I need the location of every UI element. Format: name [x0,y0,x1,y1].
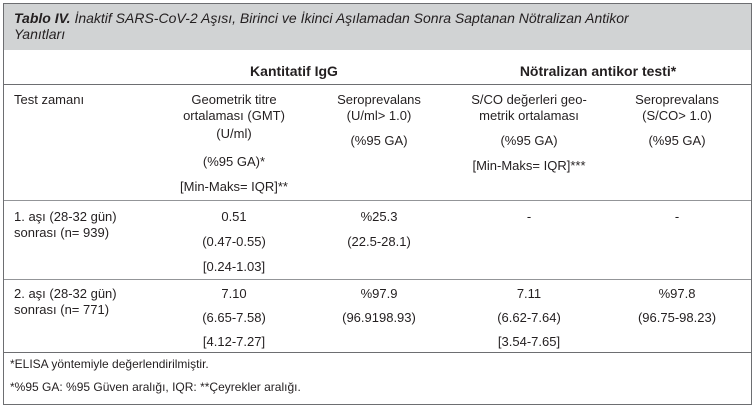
col-header-gmt-2: ortalaması (GMT) [183,108,285,123]
row2-sco-value: 7.11 [516,286,542,301]
row2-sco-range: [3.54-7.65] [497,334,561,349]
col-header-gmt-1: Geometrik titre [191,92,277,107]
group-header-nab: Nötralizan antikor testi* [519,63,677,79]
table-title [14,10,734,42]
col-header-gmt-5: [Min-Maks= IQR]** [180,179,288,194]
col-header-seroprev-nab-3: (%95 GA) [648,133,706,148]
row2-gmt-ci: (6.65-7.58) [202,310,266,325]
table-title-text-line2: Yanıtları [14,26,66,42]
group-header-igg: Kantitatif IgG [250,63,338,79]
row2-seroprev-igg-ci: (96.9198.93) [342,310,416,325]
footnote-1: *ELISA yöntemiyle değerlendirilmiştir. [10,357,209,371]
table-title-text: İnaktif SARS-CoV-2 Aşısı, Birinci ve İkinci Aşılamadan Sonra Saptanan Nötralizan Antikor [74,10,629,26]
table-bottom-rule [4,352,751,353]
row2-sco-ci: (6.62-7.64) [497,310,561,325]
row2-label-2: sonrası (n= 771) [14,302,110,317]
col-header-test-time: Test zamanı [14,92,85,107]
col-header-seroprev-igg-2: (U/ml> 1.0) [346,108,412,123]
row1-seroprev-igg-ci: (22.5-28.1) [347,234,411,249]
row1-label-1: 1. aşı (28-32 gün) [14,209,117,224]
header-bottom-rule [4,200,751,201]
col-header-seroprev-igg-1: Seroprevalans [337,92,421,107]
table-label: Tablo IV. [14,10,71,26]
col-header-seroprev-nab-1: Seroprevalans [635,92,719,107]
row2-gmt-range: [4.12-7.27] [202,334,266,349]
row1-seroprev-nab-value: - [674,209,680,224]
row2-label-1: 2. aşı (28-32 gün) [14,286,117,301]
col-header-sco-2: metrik ortalaması [479,108,579,123]
row1-seroprev-igg-value: %25.3 [360,209,398,224]
row2-seroprev-igg-value: %97.9 [360,286,398,301]
group-rule-igg [164,84,434,85]
col-header-sco-1: S/CO değerleri geo- [471,92,587,107]
col-header-gmt-4: (%95 GA)* [202,154,266,169]
row1-gmt-value: 0.51 [221,209,247,224]
col-header-sco-4: [Min-Maks= IQR]*** [472,158,586,173]
title-band [4,4,751,50]
row-divider [4,279,751,280]
col-header-sco-3: (%95 GA) [500,133,558,148]
row1-gmt-range: [0.24-1.03] [202,259,266,274]
row2-seroprev-nab-ci: (96.75-98.23) [637,310,717,325]
table-frame [3,3,752,405]
row2-gmt-value: 7.10 [221,286,247,301]
col-header-seroprev-igg-3: (%95 GA) [350,133,408,148]
col-header-gmt-3: (U/ml) [216,126,252,141]
group-rule-nab [448,84,751,85]
row1-label-2: sonrası (n= 939) [14,225,110,240]
row1-gmt-ci: (0.47-0.55) [202,234,266,249]
row2-seroprev-nab-value: %97.8 [658,286,696,301]
footnote-2: *%95 GA: %95 Güven aralığı, IQR: **Çeyrekler aralığı. [10,380,301,394]
col-header-seroprev-nab-2: (S/CO> 1.0) [642,108,712,123]
row1-sco-value: - [526,209,532,224]
